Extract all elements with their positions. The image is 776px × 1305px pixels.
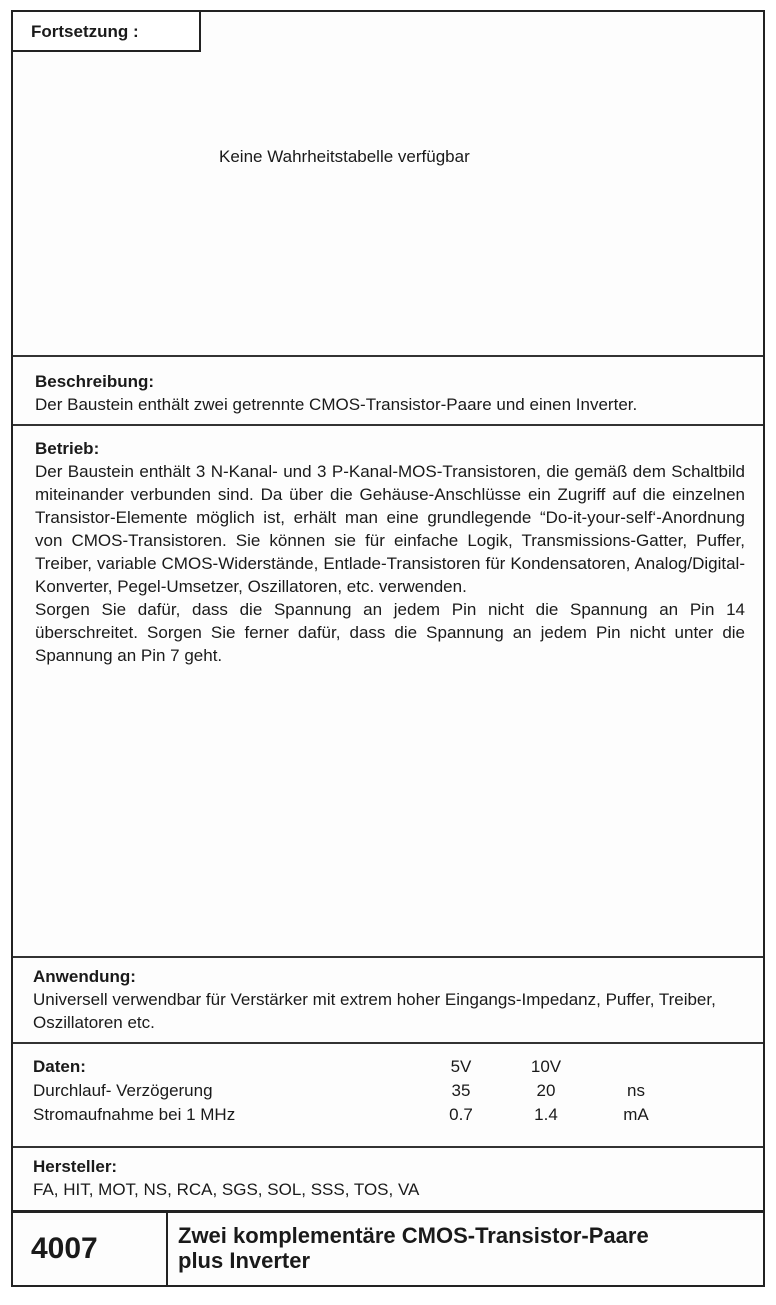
chip-number: 4007 bbox=[13, 1213, 168, 1285]
chip-title-line-2: plus Inverter bbox=[178, 1248, 311, 1273]
continuation-tab: Fortsetzung : bbox=[11, 10, 201, 52]
hersteller-text: FA, HIT, MOT, NS, RCA, SGS, SOL, SSS, TOS, VA bbox=[33, 1180, 420, 1199]
betrieb-paragraph-2: Sorgen Sie dafür, dass die Spannung an jedem Pin nicht die Spannung an Pin 14 überschreitet. Sorgen Sie ferner dafür, dass die Spannung an jedem Pin nicht unter die Spannung an Pin 7 geht. bbox=[35, 600, 745, 665]
hersteller-section bbox=[13, 1148, 763, 1213]
data-row bbox=[33, 1079, 745, 1103]
data-row-10v: 20 bbox=[536, 1081, 556, 1100]
hersteller-heading: Hersteller: bbox=[33, 1157, 118, 1176]
data-row-unit: mA bbox=[623, 1105, 649, 1124]
beschreibung-section bbox=[13, 357, 763, 426]
column-10v: 10V bbox=[530, 1057, 562, 1076]
data-row-5v: 0.7 bbox=[449, 1105, 473, 1124]
anwendung-text: Universell verwendbar für Verstärker mit extrem hoher Eingangs-Impedanz, Puffer, Treiber, Oszillatoren etc. bbox=[33, 990, 716, 1032]
chip-title-row bbox=[13, 1213, 763, 1285]
betrieb-section bbox=[13, 426, 763, 958]
daten-heading: Daten: bbox=[33, 1057, 86, 1076]
datasheet-card bbox=[11, 10, 765, 1287]
column-5v: 5V bbox=[450, 1057, 472, 1076]
data-row-5v: 35 bbox=[451, 1081, 471, 1100]
chip-title bbox=[178, 1223, 758, 1273]
daten-section bbox=[13, 1044, 763, 1148]
beschreibung-heading: Beschreibung: bbox=[35, 372, 155, 391]
data-row bbox=[33, 1103, 745, 1127]
daten-header-row bbox=[33, 1055, 745, 1079]
truth-table-note: Keine Wahrheitstabelle verfügbar bbox=[219, 147, 470, 166]
chip-title-line-1: Zwei komplementäre CMOS-Transistor-Paare bbox=[178, 1223, 649, 1248]
data-row-10v: 1.4 bbox=[534, 1105, 558, 1124]
data-row-unit: ns bbox=[627, 1081, 645, 1100]
anwendung-section bbox=[13, 958, 763, 1044]
anwendung-heading: Anwendung: bbox=[33, 967, 136, 986]
betrieb-paragraph-1: Der Baustein enthält 3 N-Kanal- und 3 P-Kanal-MOS-Transistoren, die gemäß dem Schaltbild miteinander verbunden sind. Da über die Gehäuse-Anschlüsse ein Zugriff auf die einzelnen Transistor-Elemente möglich ist, erhält man eine grundlegende “Do-it-your-self‘-Anordnung von CMOS-Transistoren. Sie können sie für einfache Logik, Transmissions-Gatter, Puffer, Treiber, variable CMOS-Widerstände, Entlade-Transistoren für Kondensatoren, Analog/Digital-Konverter, Pegel-Umsetzer, Oszillatoren, etc. verwenden. bbox=[35, 462, 745, 596]
truth-table-section bbox=[13, 12, 763, 357]
data-row-label: Durchlauf- Verzögerung bbox=[33, 1081, 213, 1100]
data-row-label: Stromaufnahme bei 1 MHz bbox=[33, 1105, 236, 1124]
beschreibung-text: Der Baustein enthält zwei getrennte CMOS-Transistor-Paare und einen Inverter. bbox=[35, 395, 638, 414]
betrieb-heading: Betrieb: bbox=[35, 439, 100, 458]
